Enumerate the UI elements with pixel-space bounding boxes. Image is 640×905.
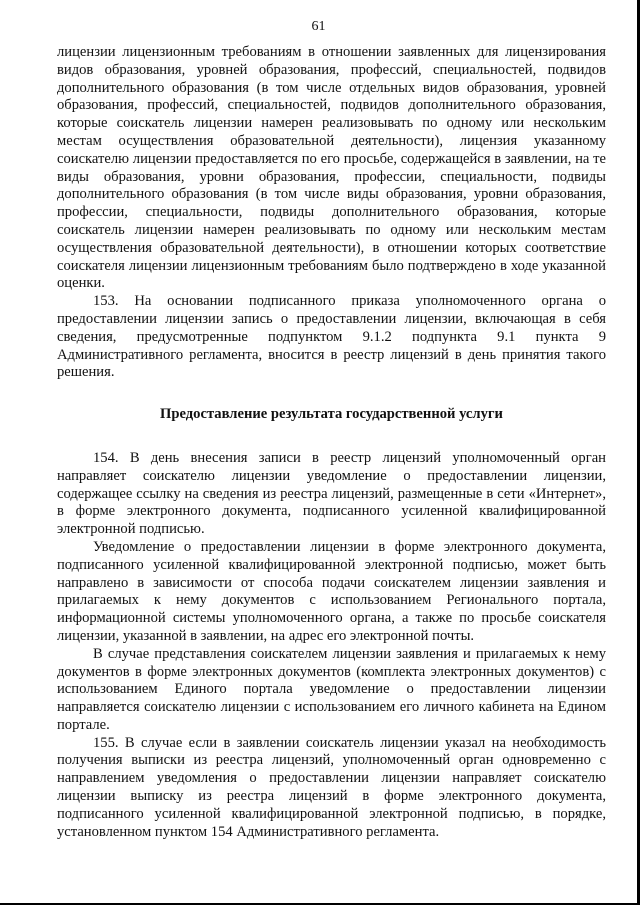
paragraph-unified-portal: В случае представления соискателем лицензии заявления и прилагаемых к нему документов в форме электронных документов (комплекта электронных документов) с использованием Единого портала уведомление о предоставлении лицензии направляется соискателю лицензии с использованием его личного кабинета на Едином портале. [57,645,606,733]
paragraph-continuation: лицензии лицензионным требованиям в отношении заявленных для лицензирования видов образования, уровней образования, профессий, специальностей, подвидов дополнительного образования (в том числе отдельных видов образования, уровней образования, профессий, специальностей, подвидов дополнительного образования, которые соискатель лицензии намерен реализовывать по одному или нескольким местам осуществления образовательной деятельности), лицензия указанному соискателю лицензии предоставляется по его просьбе, содержащейся в заявлении, на те виды образования, уровни образования, профессии, специальности, подвиды дополнительного образования (в том числе виды образования, уровни образования, профессии, специальности, подвиды дополнительного образования, которые соискатель лицензии намерен реализовывать по одному или нескольким местам осуществления образовательной деятельности), в отношении которых соответствие соискателя лицензии лицензионным требованиям было подтверждено в ходе указанной оценки. [57,44,606,292]
paragraph-153: 153. На основании подписанного приказа уполномоченного органа о предоставлении лицензии запись о предоставлении лицензии, включающая в себя сведения, предусмотренные подпунктом 9.1.2 подпункта 9.1 пункта 9 Административного регламента, вносится в реестр лицензий в день принятия такого решения. [57,293,606,381]
paragraph-154: 154. В день внесения записи в реестр лицензий уполномоченный орган направляет соискателю лицензии уведомление о предоставлении лицензии, содержащее ссылку на сведения из реестра лицензий, размещенные в сети «Интернет», в форме электронного документа, подписанного усиленной квалифицированной электронной подписью. [57,449,606,538]
paragraph-notification: Уведомление о предоставлении лицензии в форме электронного документа, подписанного усиленной квалифицированной электронной подписью, может быть направлено в зависимости от способа подачи соискателем лицензии заявления и прилагаемых к нему документов с использованием Регионального портала, информационной системы уполномоченного органа, а также по просьбе соискателя лицензии, указанной в заявлении, на адрес его электронной почты. [57,538,606,644]
section-heading: Предоставление результата государственной услуги [160,406,503,423]
document-body [57,44,606,841]
paragraph-155: 155. В случае если в заявлении соискатель лицензии указал на необходимость получения выписки из реестра лицензий, уполномоченный орган одновременно с направлением уведомления о предоставлении лицензии направляет соискателю лицензии выписку из реестра лицензий в форме электронного документа, подписанного усиленной квалифицированной электронной подписью, в порядке, установленном пунктом 154 Административного регламента. [57,734,606,840]
page-number: 61 [311,19,326,34]
